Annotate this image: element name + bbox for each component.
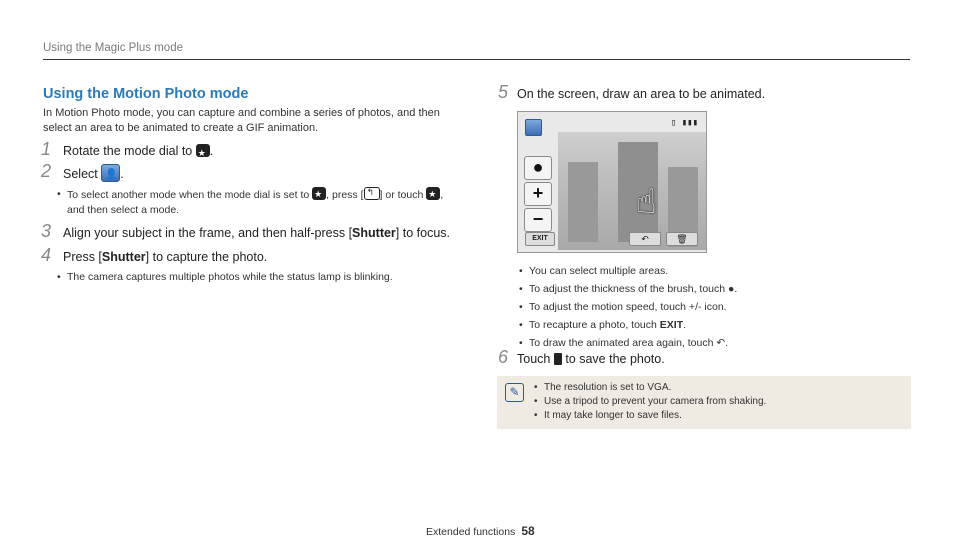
- touch-hand-icon: ☝: [636, 183, 657, 221]
- note-text: To select another mode when the mode dial is set to: [67, 189, 310, 201]
- note-pencil-icon: ✎: [505, 383, 524, 402]
- step-text: On the screen, draw an area to be animated.: [517, 87, 766, 101]
- exit-button[interactable]: EXIT: [525, 232, 555, 246]
- speed-minus-button[interactable]: −: [524, 208, 552, 232]
- list-text: To draw the animated area again, touch: [529, 337, 714, 349]
- magic-plus-mode-icon: [312, 187, 326, 200]
- footer: [426, 524, 535, 538]
- step-4: [41, 245, 463, 266]
- note-text: , press [: [326, 189, 364, 201]
- step-3: [41, 221, 463, 242]
- step-4-note: • The camera captures multiple photos while the status lamp is blinking.: [55, 270, 463, 285]
- intro-text: In Motion Photo mode, you can capture and combine a series of photos, and then select an area to be animated to create a GIF animation.: [43, 107, 440, 134]
- step-suffix: .: [209, 144, 214, 158]
- brush-size-button[interactable]: ●: [524, 156, 552, 180]
- step-2-note: [55, 187, 463, 218]
- step-text: Rotate the mode dial to: [63, 144, 193, 158]
- step-5: [498, 82, 766, 103]
- note-item: • The resolution is set to VGA.: [532, 381, 766, 395]
- list-item: • You can select multiple areas.: [517, 264, 907, 279]
- step-2: [41, 161, 463, 183]
- note-item: • Use a tripod to prevent your camera from shaking.: [532, 395, 766, 409]
- motion-photo-icon: [525, 119, 542, 136]
- left-column: [43, 86, 463, 288]
- speed-plus-button[interactable]: +: [524, 182, 552, 206]
- step-number: 5: [498, 82, 509, 102]
- step-number: 6: [498, 347, 509, 367]
- header-section: Using the Magic Plus mode: [43, 42, 183, 54]
- trash-button[interactable]: 🗑: [666, 232, 698, 246]
- undo-icon: ↶.: [716, 337, 729, 349]
- step-number: 1: [41, 139, 52, 159]
- list-item: • To recapture a photo, touch EXIT.: [517, 318, 907, 333]
- step-suffix: .: [120, 167, 124, 181]
- scene-building: [568, 162, 598, 242]
- step-text: Align your subject in the frame, and then half-press [: [63, 226, 353, 240]
- step-text: ] to capture the photo.: [145, 250, 268, 264]
- footer-label: Extended functions: [426, 526, 516, 538]
- note-text: , and then select a mode.: [67, 189, 444, 216]
- note-item: • It may take longer to save files.: [532, 409, 766, 423]
- step-text: Select: [63, 167, 98, 181]
- brush-icon: ●.: [728, 283, 738, 295]
- magic-plus-mode-icon: [196, 144, 210, 157]
- back-icon: [364, 187, 380, 200]
- section-title: Using the Motion Photo mode: [43, 86, 249, 102]
- note-text: ] or touch: [379, 189, 424, 201]
- header-divider: [43, 59, 910, 60]
- list-item: [517, 282, 907, 297]
- step-text: ] to focus.: [395, 226, 450, 240]
- note-list: [532, 381, 766, 423]
- shutter-label: Shutter: [101, 250, 146, 264]
- step-number: 4: [41, 245, 52, 265]
- save-icon: [554, 353, 562, 365]
- step-number: 3: [41, 221, 52, 241]
- note-box: [497, 376, 911, 429]
- shutter-label: Shutter: [352, 226, 396, 240]
- list-text: To recapture a photo, touch: [529, 319, 657, 331]
- camera-screen: [517, 111, 707, 253]
- step-text: to save the photo.: [565, 352, 665, 366]
- exit-label: EXIT: [659, 319, 684, 331]
- page-number: 58: [521, 524, 535, 538]
- battery-status: ▯ ▮▮▮: [670, 118, 698, 128]
- step-text: Press [: [63, 250, 102, 264]
- motion-photo-icon: [101, 164, 120, 182]
- step-number: 2: [41, 161, 52, 181]
- step-1: [41, 139, 463, 160]
- magic-plus-mode-icon: [426, 187, 440, 200]
- list-item: • To adjust the motion speed, touch +/- icon.: [517, 300, 907, 315]
- screen-notes: [517, 264, 907, 354]
- undo-button[interactable]: ↶: [629, 232, 661, 246]
- step-text: Touch: [517, 352, 551, 366]
- step-6: [498, 347, 665, 368]
- list-text: To adjust the thickness of the brush, touch: [529, 283, 726, 295]
- list-item: [517, 336, 907, 351]
